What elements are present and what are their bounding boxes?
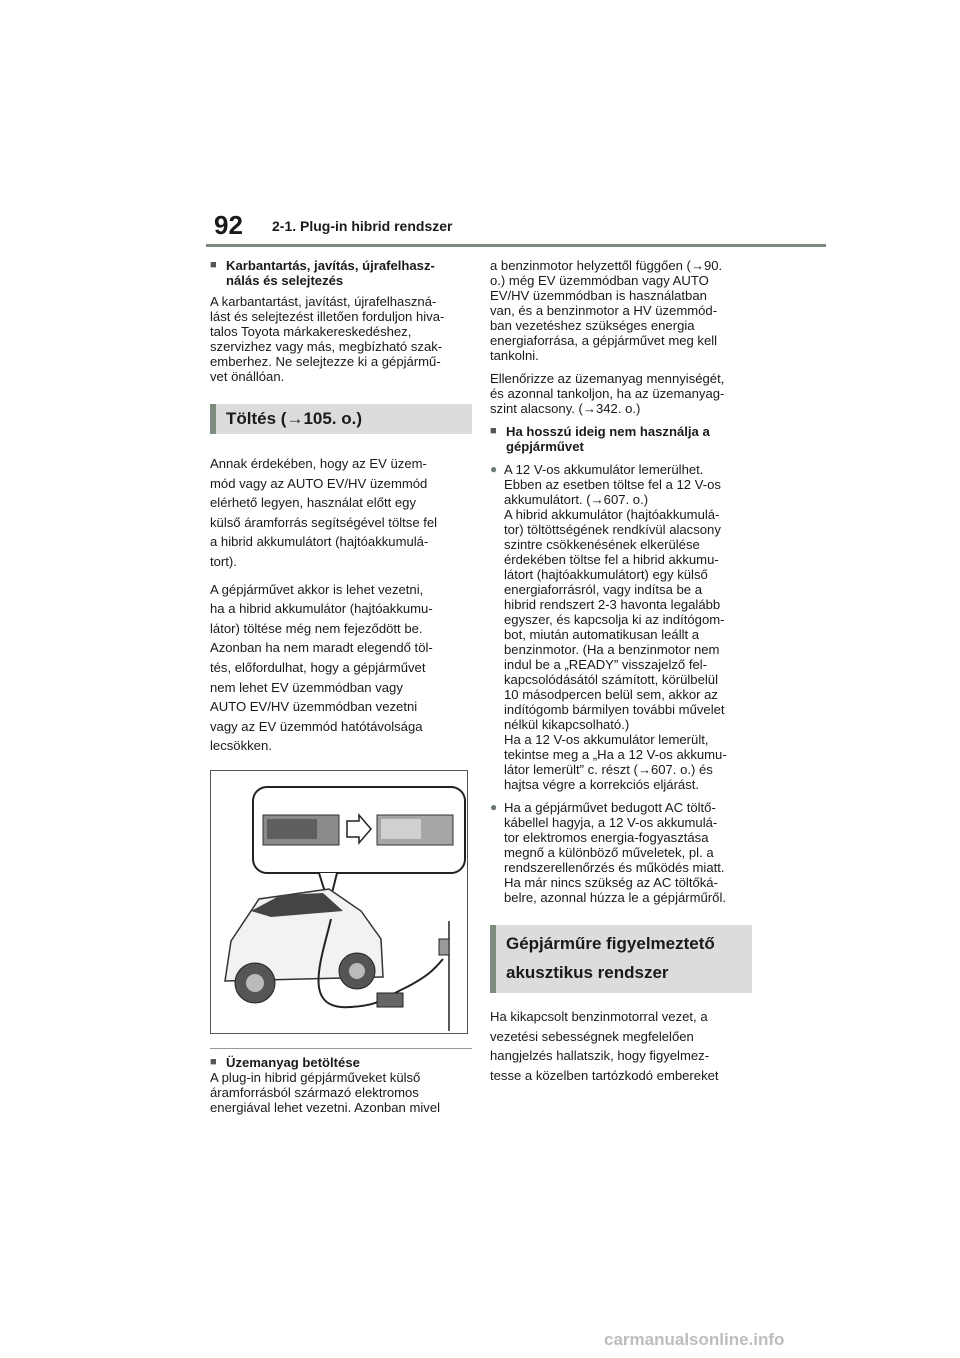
bullet-ac-cable: ● Ha a gépjárművet bedugott AC töltő- kábellel hagyja, a 12 V-os akkumulá- tor elektromos energia-fogyasztása megnő a különböző műveletek, pl. a rendszerellenőrzés és működés miatt. Ha már nincs szükség az AC töltőká- belre, azonnal húzza le a gépjárműről.: [490, 800, 752, 905]
right-column: [490, 258, 752, 1085]
charging-paragraph-1: Annak érdekében, hogy az EV üzem- mód vagy az AUTO EV/HV üzemmód elérhető legyen, használat előtt egy külső áramforrás segítségével töltse fel a hibrid akkumulátort (hajtóakkumulá- tort).: [210, 456, 438, 569]
maintenance-title: ■ Karbantartás, javítás, újrafelhasz- nálás és selejtezés: [210, 258, 472, 288]
figure-rule: [210, 1048, 472, 1049]
page-number: 92: [214, 210, 243, 240]
charging-paragraph-2: A gépjárművet akkor is lehet vezetni, ha a hibrid akkumulátor (hajtóakkumu- látor) töltése még nem fejeződött be. Azonban ha nem maradt elegendő töl- tés, előfordulhat, hogy a gépjárművet nem lehet EV üzemmódban vagy AUTO EV/HV üzemmódban vezetni vagy az EV üzemmód hatótávolsága lecsökken.: [210, 581, 433, 754]
charging-illustration: [210, 770, 468, 1034]
charging-heading: Töltés (→105. o.): [210, 404, 472, 434]
fuel-body: A plug-in hibrid gépjárműveket külső áramforrásból származó elektromos energiával lehet vezetni. Azonban mivel: [210, 1069, 441, 1115]
left-column: [210, 258, 472, 1115]
bullet-12v-battery: ● A 12 V-os akkumulátor lemerülhet. Ebben az esetben töltse fel a 12 V-os akkumulátort. (→607. o.) A hibrid akkumulátor (hajtóakkumulá- tor) töltöttségének rendkívül alacsony szintre csökkenésének elkerülése érdekében töltse fel a hibrid akkumu- látort (hajtóakkumulátort) egy külső energiaforrásról, vagy indítsa be a hibrid rendszert 2-3 havonta legalább egyszer, és kapcsolja ki az indítógom- bot, miután automatikusan leállt a benzinmotor. (Ha a benzinmotor nem indul be a „READY” visszajelző fel- kapcsolódásától számított, körülbelül 10 másodpercen belül sem, akkor az indítógomb bármilyen további művelet nélkül kikapcsolható.) Ha a 12 V-os akkumulátor lemerült, tekintse meg a „Ha a 12 V-os akkumu- látor lemerült” c. részt (→607. o.) és hajtsa végre a korrekciós eljárást.: [490, 462, 752, 792]
warning-system-body: Ha kikapcsolt benzinmotorral vezet, a vezetési sebességnek megfelelően hangjelzés hallatszik, hogy figyelmez- tesse a közelben tartózkodó embereket: [490, 1009, 719, 1083]
car-charging-drawing: [211, 771, 467, 1033]
section-heading: 2-1. Plug-in hibrid rendszer: [272, 218, 453, 234]
watermark: carmanualsonline.info: [604, 1330, 785, 1349]
fuel-title: ■ Üzemanyag betöltése: [210, 1055, 472, 1070]
header-rule: [206, 244, 826, 247]
long-storage-title: ■ Ha hosszú ideig nem használja a gépjárművet: [490, 424, 752, 454]
fuel-check: Ellenőrizze az üzemanyag mennyiségét, és azonnal tankoljon, ha az üzemanyag- szint alacsony. (→342. o.): [490, 371, 725, 416]
maintenance-body: A karbantartást, javítást, újrafelhaszná- lást és selejtezést illetően forduljon hiva- talos Toyota márkakereskedéshez, szervizhez vagy más, megbízható szak- emberhez. Ne selejtezze ki a gépjármű- vet önállóan.: [210, 294, 445, 384]
warning-system-heading: Gépjárműre figyelmeztető akusztikus rendszer: [490, 925, 752, 993]
fuel-continued: a benzinmotor helyzettől függően (→90. o.) még EV üzemmódban vagy AUTO EV/HV üzemmódban is használatban van, és a benzinmotor a HV üzemmód- ban vezetéshez szükséges energia energiaforrása, a gépjárművet meg kell tankolni.: [490, 258, 723, 363]
